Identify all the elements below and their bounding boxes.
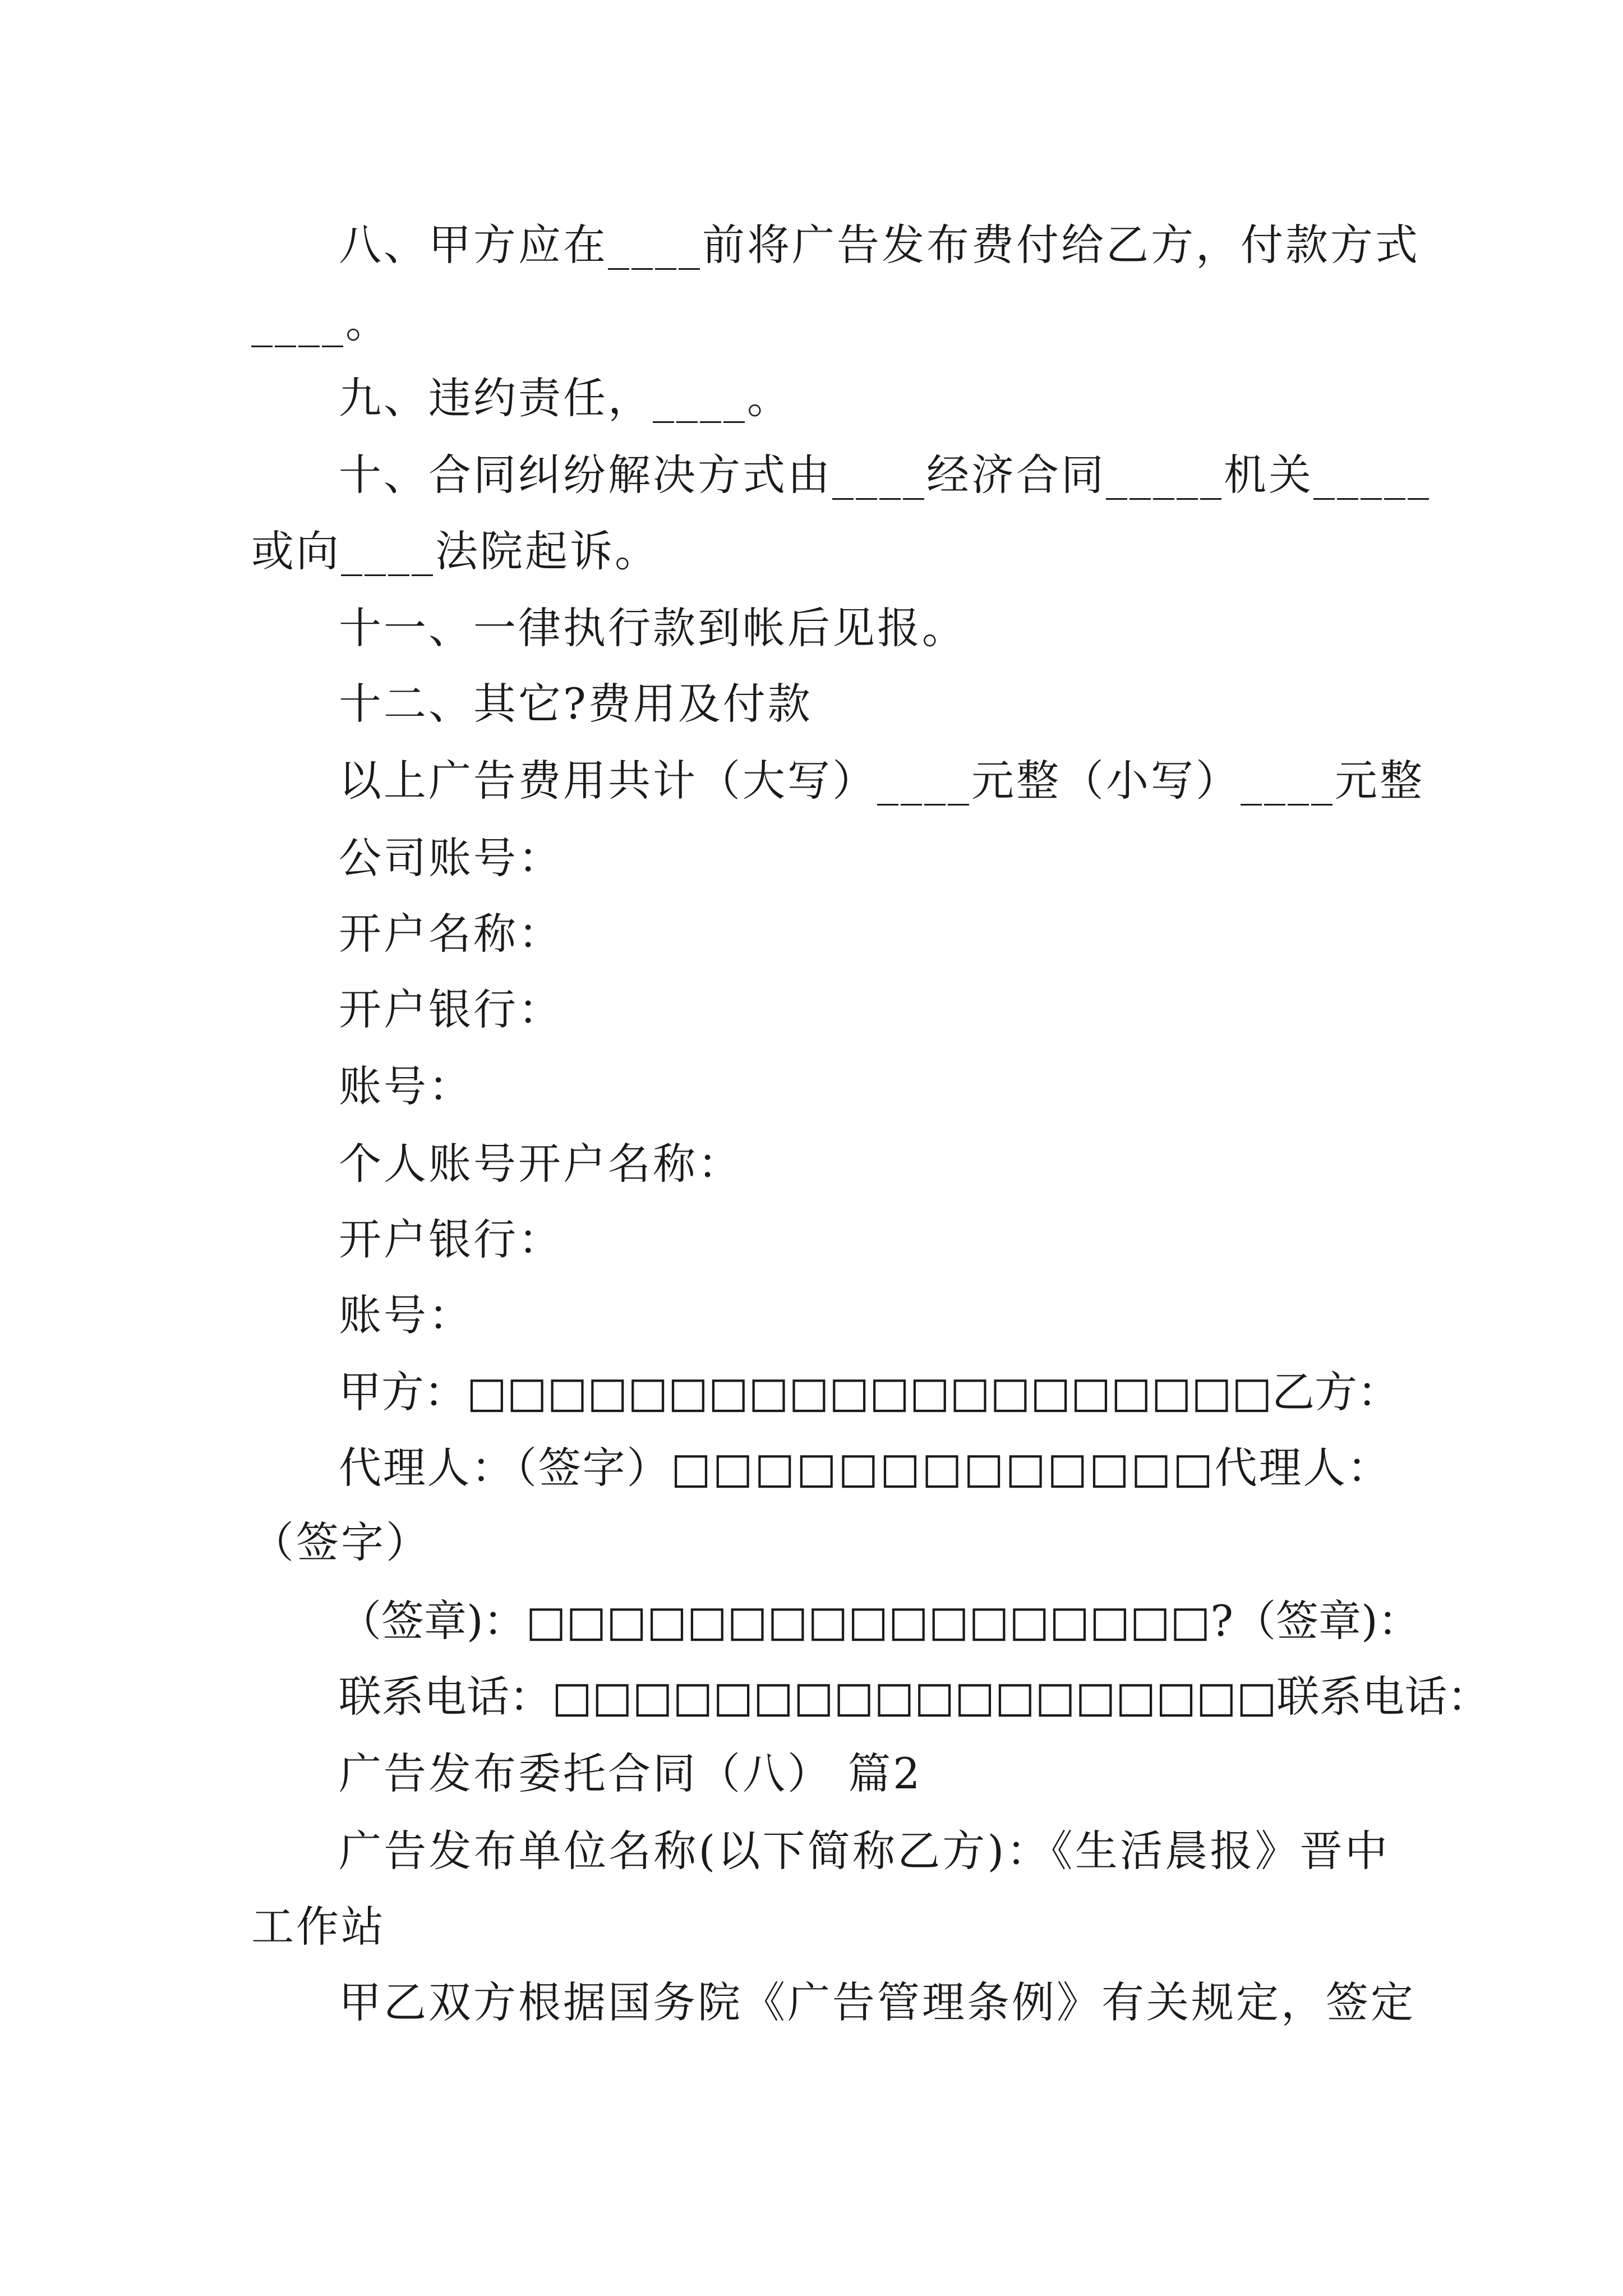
personal-account-number-label: 账号： (339, 1290, 473, 1340)
company-account-label: 公司账号： (339, 833, 563, 883)
clause-9: 九、违约责任，____。 (339, 373, 792, 423)
clause-10-line-2: 或向____法院起诉。 (251, 526, 660, 576)
agreement-intro-line: 甲乙双方根据国务院《广告管理条例》有关规定，签定 (339, 1977, 1415, 2027)
section-heading: 广告发布委托合同（八） 篇2 (339, 1749, 923, 1798)
clause-8-line-1: 八、甲方应在____前将广告发布费付给乙方，付款方式 (339, 220, 1420, 270)
clause-11: 十一、一律执行款到帐后见报。 (339, 603, 967, 653)
agent-signature-continuation: （签字） (251, 1517, 431, 1567)
personal-bank-label: 开户银行： (339, 1214, 563, 1264)
publisher-name-line-2: 工作站 (251, 1902, 386, 1952)
clause-10-line-1: 十、合同纠纷解决方式由____经济合同_____机关_____ (339, 450, 1431, 500)
company-account-name-label: 开户名称： (339, 909, 563, 959)
fee-total-line: 以上广告费用共计（大写）____元整（小写）____元整 (339, 756, 1424, 806)
clause-8-line-2: ____。 (251, 297, 390, 347)
personal-account-name-label: 个人账号开户名称： (339, 1139, 743, 1189)
company-bank-label: 开户银行： (339, 984, 563, 1034)
seal-line: （签章)：□□□□□□□□□□□□□□□□□?（签章)： (339, 1596, 1421, 1646)
company-account-number-label: 账号： (339, 1061, 473, 1111)
phone-line: 联系电话：□□□□□□□□□□□□□□□□□□联系电话： (339, 1672, 1490, 1722)
agent-signature-line: 代理人：（签字）□□□□□□□□□□□□□代理人： (339, 1443, 1390, 1493)
publisher-name-line-1: 广告发布单位名称(以下简称乙方)：《生活晨报》晋中 (339, 1826, 1390, 1876)
party-signature-line: 甲方：□□□□□□□□□□□□□□□□□□□□乙方： (339, 1367, 1400, 1417)
clause-12: 十二、其它?费用及付款 (339, 679, 813, 729)
